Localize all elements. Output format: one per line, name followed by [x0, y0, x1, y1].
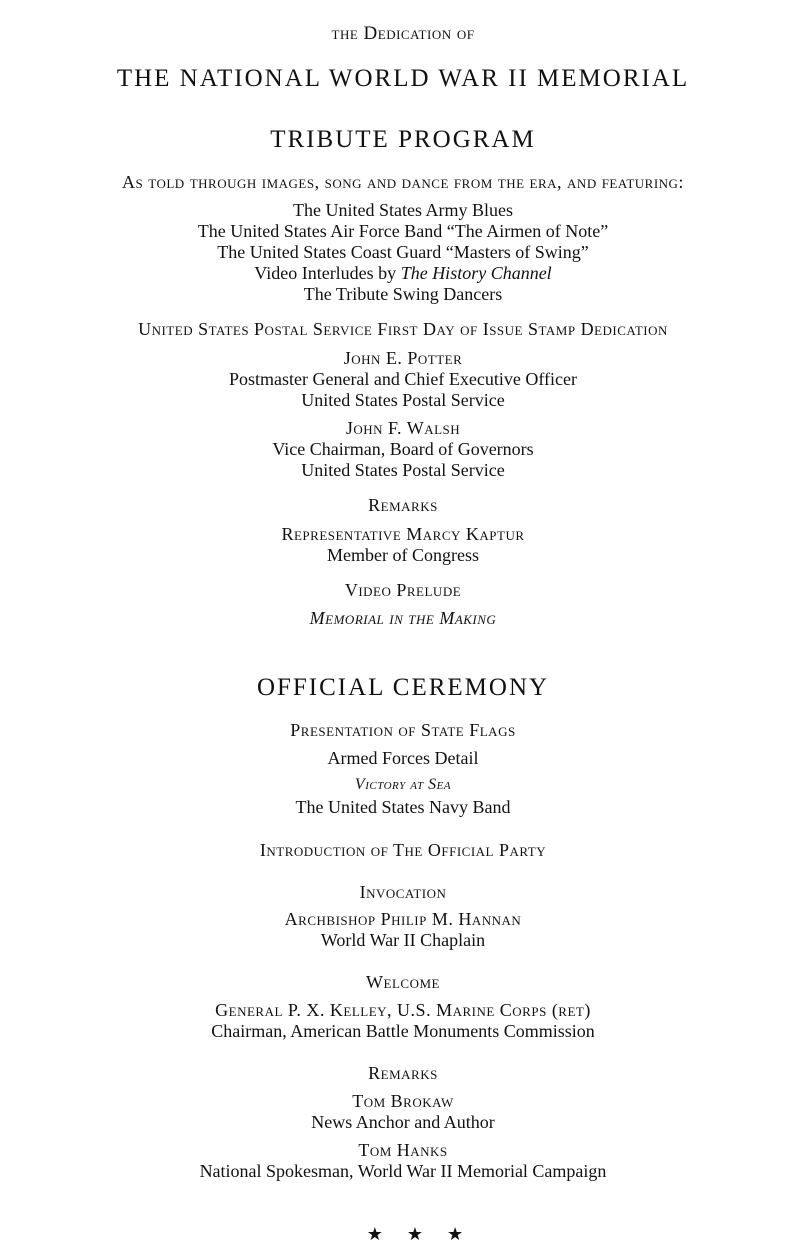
star-ornament-icon: ★★★ [366, 1224, 488, 1244]
invocation-heading: Invocation [359, 882, 447, 902]
speaker-title-walsh: Vice Chairman, Board of Governors [272, 439, 534, 459]
dedication-line: the Dedication of [331, 23, 475, 44]
kelley-title: Chairman, American Battle Monuments Commission [211, 1021, 595, 1041]
performer-masters-of-swing: The United States Coast Guard “Masters of Swing” [217, 242, 589, 262]
state-flags-heading: Presentation of State Flags [290, 720, 516, 740]
memorial-title: THE NATIONAL WORLD WAR II MEMORIAL [116, 65, 690, 92]
victory-at-sea: Victory at Sea [354, 776, 452, 793]
tribute-program-title: TRIBUTE PROGRAM [270, 126, 536, 153]
performer-army-blues: The United States Army Blues [293, 200, 513, 220]
stamp-dedication-heading: United States Postal Service First Day of Issue Stamp Dedication [138, 319, 668, 339]
speaker-org-potter: United States Postal Service [301, 390, 505, 410]
brokaw-title: News Anchor and Author [311, 1112, 495, 1132]
performer-swing-dancers: The Tribute Swing Dancers [303, 284, 503, 304]
speaker-title-potter: Postmaster General and Chief Executive Officer [228, 369, 578, 389]
video-prelude-heading: Video Prelude [344, 580, 462, 600]
speaker-name-potter: John E. Potter [343, 348, 463, 368]
speaker-org-walsh: United States Postal Service [301, 460, 505, 480]
hanks-title: National Spokesman, World War II Memorial Campaign [199, 1161, 607, 1181]
video-interludes-prefix: Video Interludes by [254, 263, 401, 283]
memorial-in-the-making: Memorial in the Making [309, 608, 497, 628]
welcome-heading: Welcome [366, 972, 440, 992]
official-ceremony-heading: OFFICIAL CEREMONY [256, 674, 550, 701]
kelley-name: General P. X. Kelley, U.S. Marine Corps (ret) [215, 1000, 591, 1020]
armed-forces-detail: Armed Forces Detail [327, 748, 479, 768]
official-party-intro: Introduction of The Official Party [259, 840, 547, 860]
history-channel: The History Channel [400, 263, 552, 283]
performer-airmen-of-note: The United States Air Force Band “The Airmen of Note” [197, 221, 609, 241]
hannan-name: Archbishop Philip M. Hannan [284, 909, 522, 929]
navy-band: The United States Navy Band [295, 797, 511, 817]
tribute-intro: As told through images, song and dance from the era, and featuring: [122, 172, 684, 192]
kaptur-title: Member of Congress [327, 545, 479, 565]
kaptur-name: Representative Marcy Kaptur [281, 524, 525, 544]
ceremony-remarks-heading: Remarks [368, 1063, 438, 1083]
brokaw-name: Tom Brokaw [352, 1091, 454, 1111]
speaker-name-walsh: John F. Walsh [345, 418, 461, 438]
hanks-name: Tom Hanks [358, 1140, 448, 1160]
stamp-remarks-heading: Remarks [368, 495, 438, 515]
video-interludes [0, 264, 806, 282]
hannan-title: World War II Chaplain [320, 930, 486, 950]
